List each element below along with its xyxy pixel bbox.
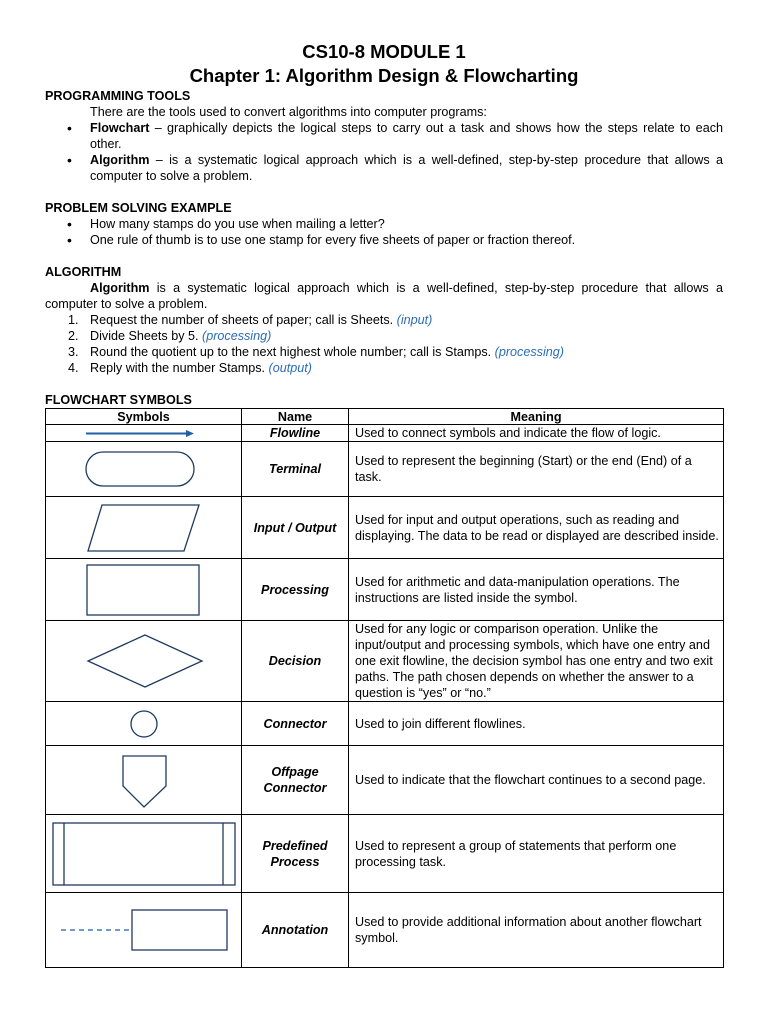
symbol-cell: [46, 497, 242, 559]
symbol-meaning: Used to indicate that the flowchart continues to a second page.: [349, 746, 724, 815]
processing-rectangle-icon: [46, 561, 242, 619]
offpage-connector-icon: [46, 748, 242, 812]
table-row: [46, 702, 724, 746]
symbol-name: Annotation: [242, 893, 349, 968]
table-row: [46, 746, 724, 815]
flowchart-symbols-heading: FLOWCHART SYMBOLS: [45, 393, 192, 407]
symbol-cell: [46, 746, 242, 815]
table-row: [46, 442, 724, 497]
symbol-meaning: Used to represent a group of statements that perform one processing task.: [349, 815, 724, 893]
step-tag: (processing): [202, 329, 272, 343]
symbol-meaning: Used to represent the beginning (Start) or the end (End) of a task.: [349, 442, 724, 497]
algorithm-definition: [45, 280, 723, 312]
step-tag: (processing): [494, 345, 564, 359]
symbol-name: Decision: [242, 621, 349, 702]
column-header-meaning: Meaning: [349, 409, 724, 425]
flowchart-symbols-table: [45, 408, 724, 968]
flowline-arrow-icon: [46, 426, 242, 441]
symbol-name: Predefined Process: [242, 815, 349, 893]
module-title: CS10-8 MODULE 1: [302, 41, 466, 62]
list-item: [45, 312, 723, 328]
problem-solving-list: [45, 216, 723, 248]
symbol-name: Terminal: [242, 442, 349, 497]
algorithm-steps: [45, 312, 723, 376]
table-row: [46, 893, 724, 968]
column-header-symbols: Symbols: [46, 409, 242, 425]
list-item: [45, 120, 723, 152]
step-number: 2.: [68, 329, 79, 343]
step-tag: (output): [268, 361, 312, 375]
module-page: [45, 40, 723, 968]
symbol-cell: [46, 621, 242, 702]
list-item: • One rule of thumb is to use one stamp for every five sheets of paper or fraction thereof.: [45, 232, 723, 248]
input-output-parallelogram-icon: [46, 499, 242, 557]
table-header-row: [46, 409, 724, 425]
symbol-cell: [46, 425, 242, 442]
list-item: [45, 344, 723, 360]
definition: – graphically depicts the logical steps to carry out a task and shows how the steps relate to each other.: [90, 121, 723, 151]
symbol-name: Processing: [242, 559, 349, 621]
symbol-meaning: Used to provide additional information about another flowchart symbol.: [349, 893, 724, 968]
term: Algorithm: [90, 281, 150, 295]
symbol-cell: [46, 702, 242, 746]
list-item: • How many stamps do you use when mailing a letter?: [45, 216, 723, 232]
step-number: 1.: [68, 313, 79, 327]
step-text: Divide Sheets by 5.: [90, 329, 203, 343]
connector-circle-icon: [46, 704, 242, 744]
table-row: [46, 815, 724, 893]
chapter-title: Chapter 1: Algorithm Design & Flowcharting: [189, 65, 579, 86]
step-text: Reply with the number Stamps.: [90, 361, 269, 375]
step-number: 3.: [68, 345, 79, 359]
symbol-name: Offpage Connector: [242, 746, 349, 815]
step-text: Request the number of sheets of paper; call is Sheets.: [90, 313, 397, 327]
symbol-cell: [46, 893, 242, 968]
terminal-shape-icon: [46, 444, 242, 494]
list-item: [45, 152, 723, 184]
problem-solving-heading: PROBLEM SOLVING EXAMPLE: [45, 201, 232, 215]
table-row: [46, 425, 724, 442]
symbol-name: Flowline: [242, 425, 349, 442]
algorithm-heading: ALGORITHM: [45, 265, 122, 279]
definition-text: is a systematic logical approach which is a well-defined, step-by-step procedure that allows a computer to solve a problem.: [45, 281, 723, 311]
symbol-name: Input / Output: [242, 497, 349, 559]
list-item: [45, 328, 723, 344]
symbol-name: Connector: [242, 702, 349, 746]
symbol-meaning: Used to connect symbols and indicate the flow of logic.: [349, 425, 724, 442]
decision-diamond-icon: [46, 626, 242, 696]
table-row: [46, 559, 724, 621]
definition: – is a systematic logical approach which is a well-defined, step-by-step procedure that allows a computer to solve a problem.: [90, 153, 723, 183]
programming-tools-intro: There are the tools used to convert algorithms into computer programs:: [90, 105, 487, 119]
symbol-meaning: Used for any logic or comparison operation. Unlike the input/output and processing symbols, which have one entry and one exit flowline, the decision symbol has one entry and two exit paths. The path chosen depends on whether the answer to a question is “yes” or “no.”: [349, 621, 724, 702]
programming-tools-heading: PROGRAMMING TOOLS: [45, 89, 191, 103]
step-number: 4.: [68, 361, 79, 375]
list-item: [45, 360, 723, 376]
symbol-cell: [46, 815, 242, 893]
term: Flowchart: [90, 121, 150, 135]
symbol-cell: [46, 442, 242, 497]
symbol-meaning: Used for input and output operations, such as reading and displaying. The data to be read or displayed are described inside.: [349, 497, 724, 559]
programming-tools-list: [45, 120, 723, 184]
symbol-cell: [46, 559, 242, 621]
symbol-meaning: Used for arithmetic and data-manipulation operations. The instructions are listed inside the symbol.: [349, 559, 724, 621]
symbol-meaning: Used to join different flowlines.: [349, 702, 724, 746]
predefined-process-icon: [46, 818, 242, 890]
term: Algorithm: [90, 153, 150, 167]
table-row: [46, 621, 724, 702]
column-header-name: Name: [242, 409, 349, 425]
annotation-icon: [46, 900, 242, 960]
table-row: [46, 497, 724, 559]
step-text: Round the quotient up to the next highest whole number; call is Stamps.: [90, 345, 495, 359]
step-tag: (input): [396, 313, 433, 327]
